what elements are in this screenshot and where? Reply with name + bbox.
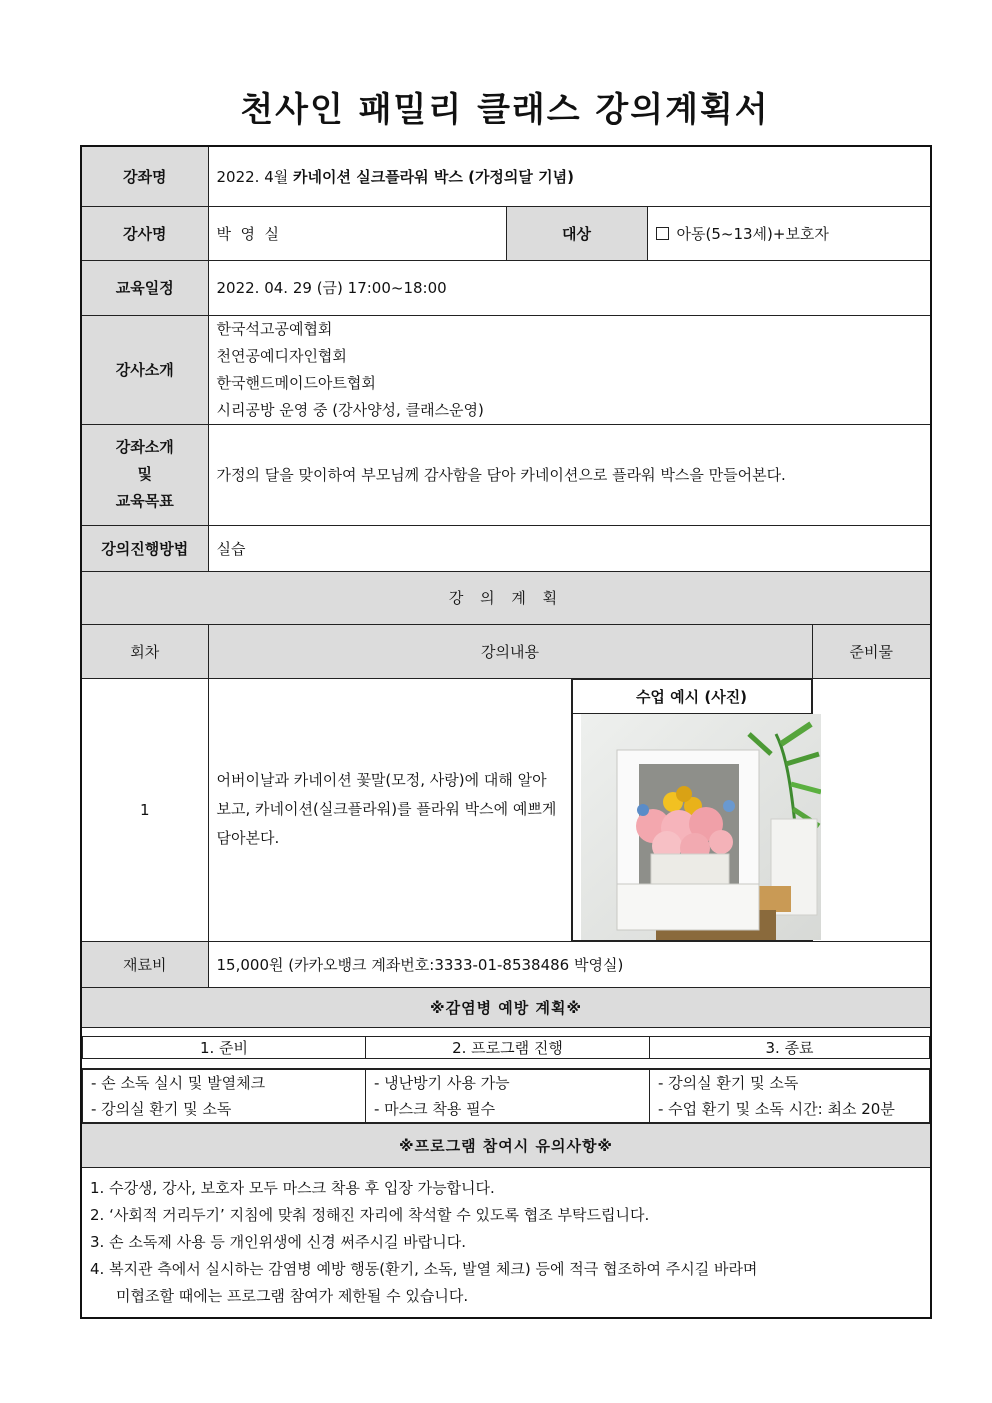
bio-label: 강사소개	[81, 315, 208, 424]
plan-col-content: 강의내용	[208, 624, 812, 678]
plan-content: 어버이날과 카네이션 꽃말(모정, 사랑)에 대해 알아보고, 카네이션(실크플라워)를 플라워 박스에 예쁘게 담아본다.	[208, 678, 571, 941]
course-value	[208, 146, 931, 206]
prevention-col-3	[650, 1069, 930, 1122]
course-value-main: 카네이션 실크플라워 박스 (가정의달 기념)	[293, 167, 574, 186]
flower-box-photo-icon	[581, 714, 821, 940]
method-value: 실습	[208, 525, 931, 571]
course-value-prefix: 2022. 4월	[216, 167, 289, 186]
prevention-header-2: 2. 프로그램 진행	[366, 1037, 650, 1059]
notes-list	[81, 1167, 931, 1318]
prevention-items-table	[82, 1069, 930, 1123]
notes-item-continued: 미협조할 때에는 프로그램 참여가 제한될 수 있습니다.	[116, 1286, 469, 1305]
instructor-value: 박 영 실	[208, 206, 506, 260]
method-label: 강의진행방법	[81, 525, 208, 571]
intro-label-line: 및	[137, 465, 152, 483]
target-value	[647, 206, 931, 260]
plan-col-materials: 준비물	[812, 624, 931, 678]
prevention-item: - 손 소독 실시 및 발열체크	[91, 1073, 266, 1092]
plan-materials	[812, 678, 931, 941]
schedule-label: 교육일정	[81, 260, 208, 315]
notes-item: 1. 수강생, 강사, 보호자 모두 마스크 착용 후 입장 가능합니다.	[90, 1178, 495, 1197]
notes-item: 4. 복지관 측에서 실시하는 감염병 예방 행동(환기, 소독, 발열 체크) 등에 적극 협조하여 주시길 바라며	[90, 1259, 758, 1278]
prevention-col-2	[366, 1069, 650, 1122]
schedule-value: 2022. 04. 29 (금) 17:00~18:00	[208, 260, 931, 315]
notes-item: 2. ‘사회적 거리두기’ 지침에 맞춰 정해진 자리에 착석할 수 있도록 협조 부탁드립니다.	[90, 1205, 650, 1224]
prevention-item: - 마스크 착용 필수	[374, 1099, 496, 1118]
bio-line: 시리공방 운영 중 (강사양성, 클래스운영)	[216, 400, 484, 419]
target-label: 대상	[506, 206, 647, 260]
target-checkbox[interactable]	[656, 227, 669, 240]
intro-value: 가정의 달을 맞이하여 부모님께 감사함을 담아 카네이션으로 플라워 박스을 만들어본다.	[208, 424, 931, 525]
notes-item: 3. 손 소독제 사용 등 개인위생에 신경 써주시길 바랍니다.	[90, 1232, 467, 1251]
photo-label: 수업 예시 (사진)	[572, 679, 811, 713]
bio-line: 한국핸드메이드아트협회	[216, 373, 376, 392]
bio-value	[208, 315, 931, 424]
photo-cell	[571, 678, 812, 941]
intro-label	[81, 424, 208, 525]
photo-inner-table	[572, 679, 812, 941]
fee-label: 재료비	[81, 941, 208, 987]
bio-line: 천연공예디자인협회	[216, 346, 347, 365]
prevention-header-3: 3. 종료	[650, 1037, 930, 1059]
prevention-title: ※감염병 예방 계획※	[81, 987, 931, 1027]
prevention-item: - 냉난방기 사용 가능	[374, 1073, 510, 1092]
prevention-item: - 강의실 환기 및 소독	[658, 1073, 799, 1092]
instructor-label: 강사명	[81, 206, 208, 260]
prevention-header-1: 1. 준비	[83, 1037, 366, 1059]
prevention-item: - 강의실 환기 및 소독	[91, 1099, 232, 1118]
prevention-header-table	[82, 1036, 930, 1059]
prevention-items	[81, 1068, 931, 1123]
prevention-col-1	[83, 1069, 366, 1122]
plan-col-session: 회차	[81, 624, 208, 678]
fee-value: 15,000원 (카카오뱅크 계좌번호:3333-01-8538486 박영실)	[208, 941, 931, 987]
plan-section-title: 강 의 계 획	[81, 571, 931, 624]
notes-title: ※프로그램 참여시 유의사항※	[81, 1123, 931, 1167]
prevention-headers	[81, 1027, 931, 1068]
prevention-item: - 수업 환기 및 소독 시간: 최소 20분	[658, 1099, 895, 1118]
intro-label-line: 강좌소개	[115, 438, 174, 456]
target-text: 아동(5~13세)+보호자	[676, 224, 829, 243]
intro-label-line: 교육목표	[115, 492, 174, 510]
page-title: 천사인 패밀리 클래스 강의계획서	[240, 90, 770, 130]
course-label: 강좌명	[81, 146, 208, 206]
lecture-plan-table	[80, 145, 932, 1319]
plan-session-number: 1	[81, 678, 208, 941]
example-photo	[572, 713, 811, 940]
bio-line: 한국석고공예협회	[216, 319, 333, 338]
